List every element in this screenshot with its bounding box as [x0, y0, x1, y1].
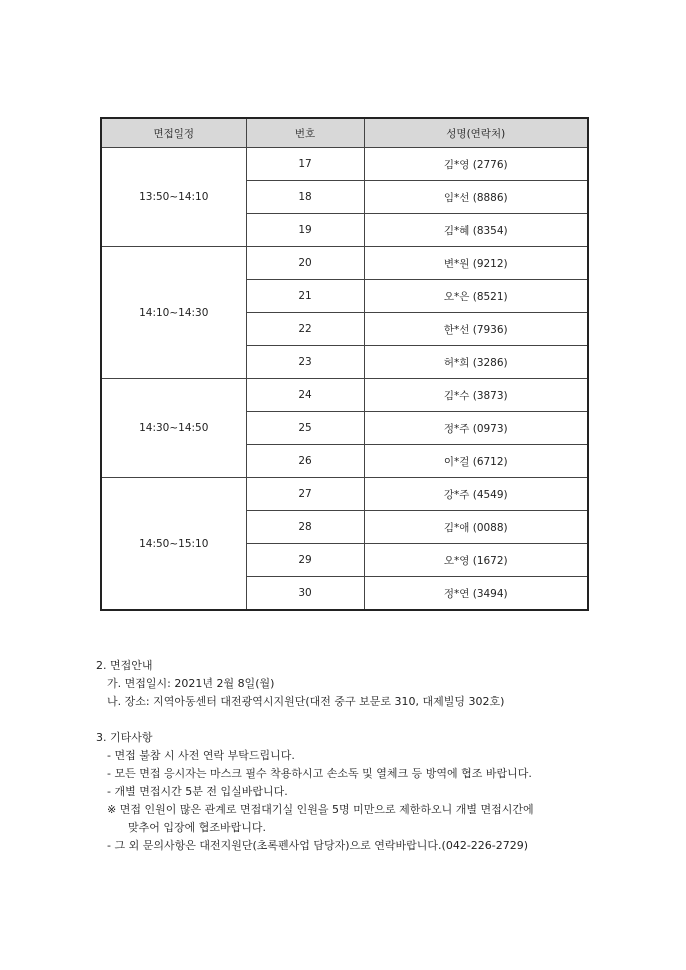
applicant-name: 오*은 (8521)	[364, 280, 588, 313]
applicant-number: 27	[246, 478, 364, 511]
applicant-number: 29	[246, 544, 364, 577]
etc-item-contact: - 그 외 문의사항은 대전지원단(초록펜사업 담당자)으로 연락바랍니다.(042-226-2729)	[107, 839, 529, 852]
etc-item-arrival: - 개별 면접시간 5분 전 입실바랍니다.	[107, 785, 288, 798]
etc-item-waiting-room: ※ 면접 인원이 많은 관계로 면접대기실 인원을 5명 미만으로 제한하오니 개별 면접시간에	[107, 803, 534, 816]
etc-item-waiting-room-cont: 맞추어 입장에 협조바랍니다.	[128, 821, 267, 834]
table-row	[101, 148, 588, 181]
applicant-name: 임*선 (8886)	[364, 181, 588, 214]
applicant-number: 23	[246, 346, 364, 379]
applicant-name: 김*애 (0088)	[364, 511, 588, 544]
applicant-name: 변*원 (9212)	[364, 247, 588, 280]
applicant-number: 21	[246, 280, 364, 313]
table-row	[101, 247, 588, 280]
spacer	[96, 711, 596, 729]
header-schedule: 면접일정	[101, 118, 246, 148]
time-slot: 14:50~15:10	[101, 478, 246, 611]
time-slot: 13:50~14:10	[101, 148, 246, 247]
applicant-name: 허*희 (3286)	[364, 346, 588, 379]
applicant-number: 17	[246, 148, 364, 181]
applicant-number: 25	[246, 412, 364, 445]
applicant-number: 28	[246, 511, 364, 544]
applicant-number: 26	[246, 445, 364, 478]
table-header-row	[101, 118, 588, 148]
guide-place: 나. 장소: 지역아동센터 대전광역시지원단(대전 중구 보문로 310, 대제빌딩 302호)	[107, 695, 505, 708]
applicant-name: 한*선 (7936)	[364, 313, 588, 346]
header-name-contact: 성명(연락처)	[364, 118, 588, 148]
applicant-name: 김*수 (3873)	[364, 379, 588, 412]
applicant-number: 18	[246, 181, 364, 214]
applicant-number: 24	[246, 379, 364, 412]
time-slot: 14:10~14:30	[101, 247, 246, 379]
applicant-name: 강*주 (4549)	[364, 478, 588, 511]
applicant-name: 김*혜 (8354)	[364, 214, 588, 247]
interview-schedule-table	[100, 117, 589, 611]
notes-section	[96, 657, 596, 855]
applicant-name: 오*영 (1672)	[364, 544, 588, 577]
etc-item-mask: - 모든 면접 응시자는 마스크 필수 착용하시고 손소독 및 열체크 등 방역에 협조 바랍니다.	[107, 767, 532, 780]
applicant-number: 30	[246, 577, 364, 611]
applicant-number: 22	[246, 313, 364, 346]
applicant-name: 이*걸 (6712)	[364, 445, 588, 478]
applicant-number: 19	[246, 214, 364, 247]
etc-item-absence: - 면접 불참 시 사전 연락 부탁드립니다.	[107, 749, 295, 762]
applicant-number: 20	[246, 247, 364, 280]
table-row	[101, 379, 588, 412]
etc-heading: 3. 기타사항	[96, 731, 153, 744]
guide-date: 가. 면접일시: 2021년 2월 8일(월)	[107, 677, 275, 690]
time-slot: 14:30~14:50	[101, 379, 246, 478]
applicant-name: 김*영 (2776)	[364, 148, 588, 181]
table-row	[101, 478, 588, 511]
applicant-name: 정*연 (3494)	[364, 577, 588, 611]
header-number: 번호	[246, 118, 364, 148]
guide-heading: 2. 면접안내	[96, 659, 153, 672]
applicant-name: 정*주 (0973)	[364, 412, 588, 445]
